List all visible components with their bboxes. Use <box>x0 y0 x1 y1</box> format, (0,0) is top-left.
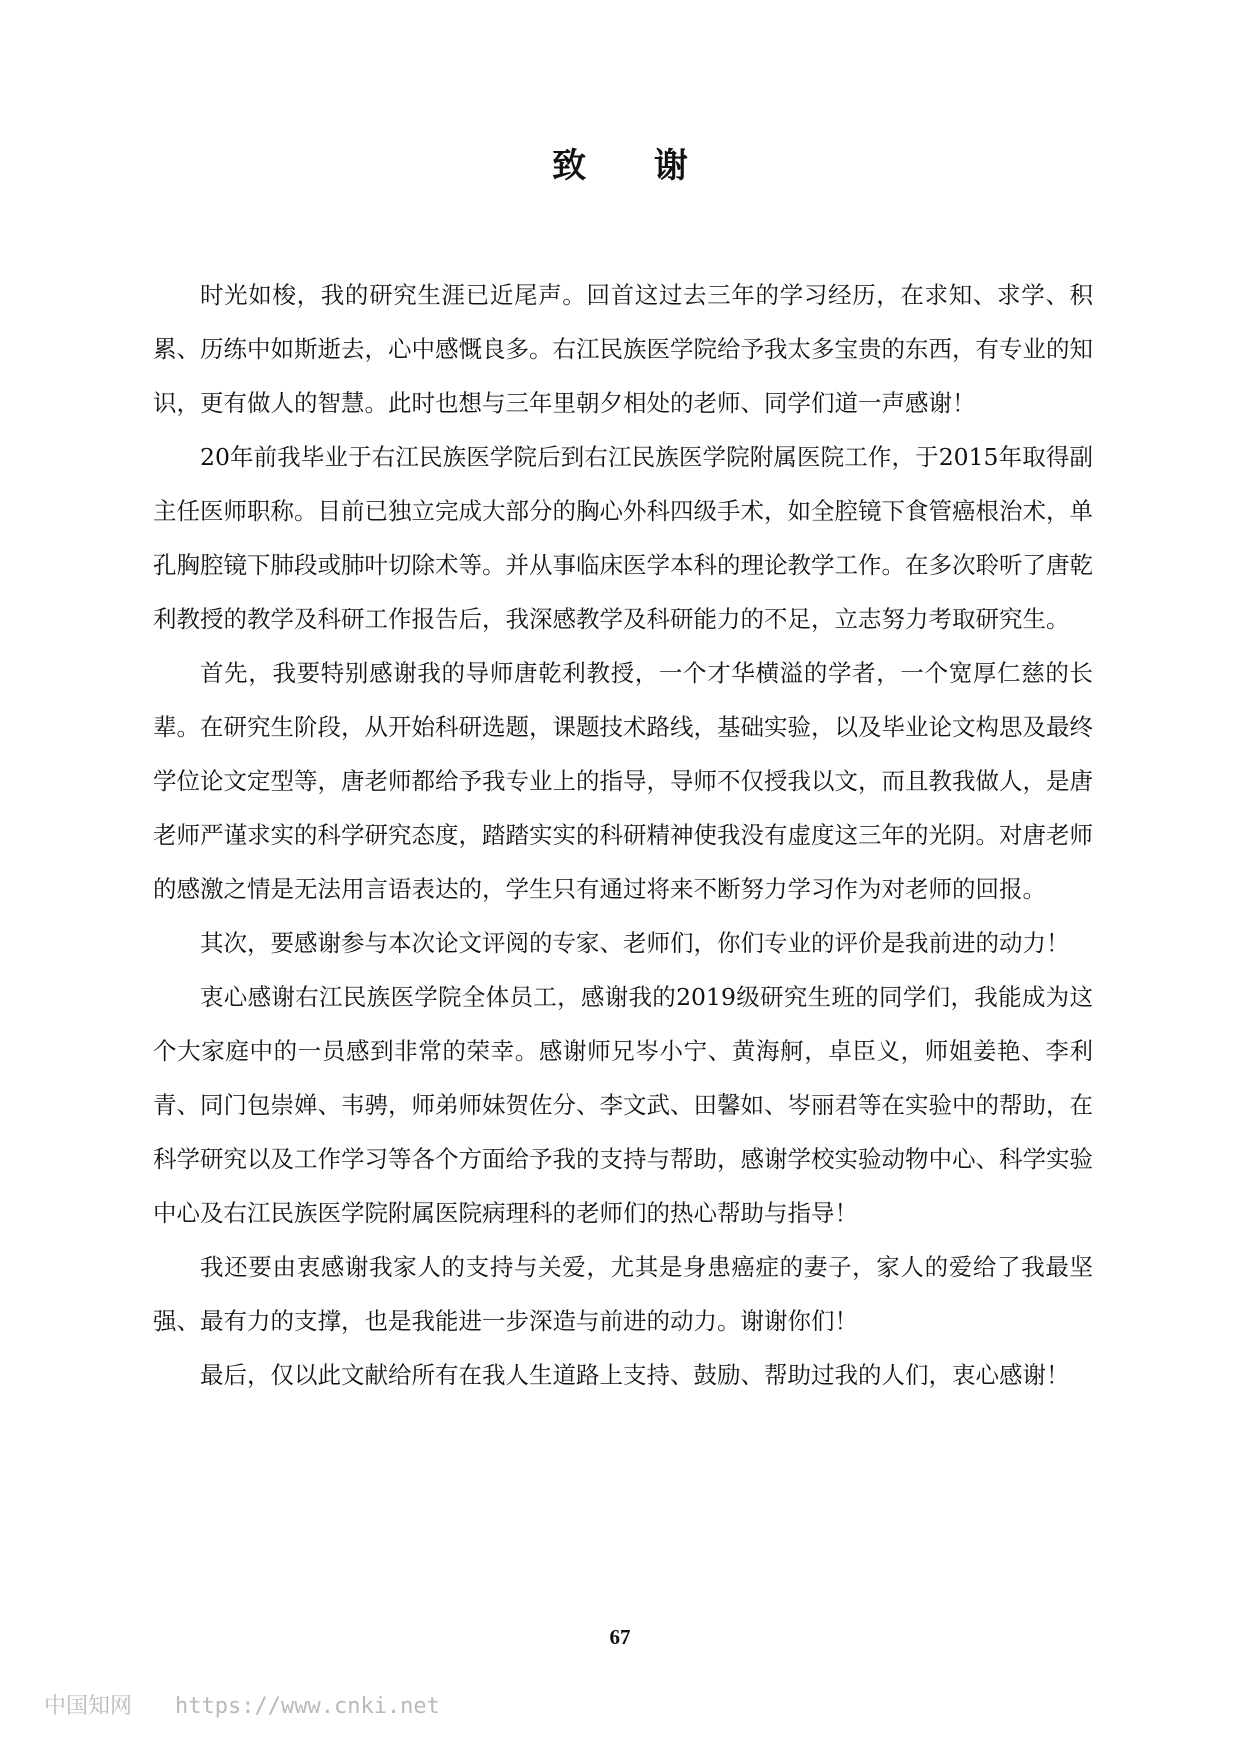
watermark-site-name: 中国知网 <box>44 1694 133 1719</box>
page-title: 致 谢 <box>552 146 716 186</box>
paragraph-4: 其次，要感谢参与本次论文评阅的专家、老师们，你们专业的评价是我前进的动力！ <box>200 929 1070 957</box>
page-number: 67 <box>609 1625 631 1649</box>
paragraph-7: 最后，仅以此文献给所有在我人生道路上支持、鼓励、帮助过我的人们，衷心感谢！ <box>200 1361 1070 1389</box>
paragraph-6: 我还要由衷感谢我家人的支持与关爱，尤其是身患癌症的妻子，家人的爱给了我最坚强、最有力的支撑，也是我能进一步深造与前进的动力。谢谢你们！ <box>153 1253 1093 1335</box>
acknowledgement-body <box>153 268 1093 1402</box>
paragraph-1: 时光如梭，我的研究生涯已近尾声。回首这过去三年的学习经历，在求知、求学、积累、历练中如斯逝去，心中感慨良多。右江民族医学院给予我太多宝贵的东西，有专业的知识，更有做人的智慧。此时也想与三年里朝夕相处的老师、同学们道一声感谢！ <box>153 281 1093 417</box>
watermark-url: https://www.cnki.net <box>175 1694 440 1719</box>
paragraph-2: 20年前我毕业于右江民族医学院后到右江民族医学院附属医院工作，于2015年取得副主任医师职称。目前已独立完成大部分的胸心外科四级手术，如全腔镜下食管癌根治术，单孔胸腔镜下肺段或肺叶切除术等。并从事临床医学本科的理论教学工作。在多次聆听了唐乾利教授的教学及科研工作报告后，我深感教学及科研能力的不足，立志努力考取研究生。 <box>153 443 1093 633</box>
paragraph-3: 首先，我要特别感谢我的导师唐乾利教授，一个才华横溢的学者，一个宽厚仁慈的长辈。在研究生阶段，从开始科研选题，课题技术路线，基础实验，以及毕业论文构思及最终学位论文定型等，唐老师都给予我专业上的指导，导师不仅授我以文，而且教我做人，是唐老师严谨求实的科学研究态度，踏踏实实的科研精神使我没有虚度这三年的光阴。对唐老师的感激之情是无法用言语表达的，学生只有通过将来不断努力学习作为对老师的回报。 <box>153 659 1093 903</box>
watermark <box>44 1692 440 1722</box>
paragraph-5: 衷心感谢右江民族医学院全体员工，感谢我的2019级研究生班的同学们，我能成为这个大家庭中的一员感到非常的荣幸。感谢师兄岑小宁、黄海舸，卓臣义，师姐姜艳、李利青、同门包崇婵、韦骋，师弟师妹贺佐分、李文武、田馨如、岑丽君等在实验中的帮助，在科学研究以及工作学习等各个方面给予我的支持与帮助，感谢学校实验动物中心、科学实验中心及右江民族医学院附属医院病理科的老师们的热心帮助与指导！ <box>153 983 1093 1227</box>
